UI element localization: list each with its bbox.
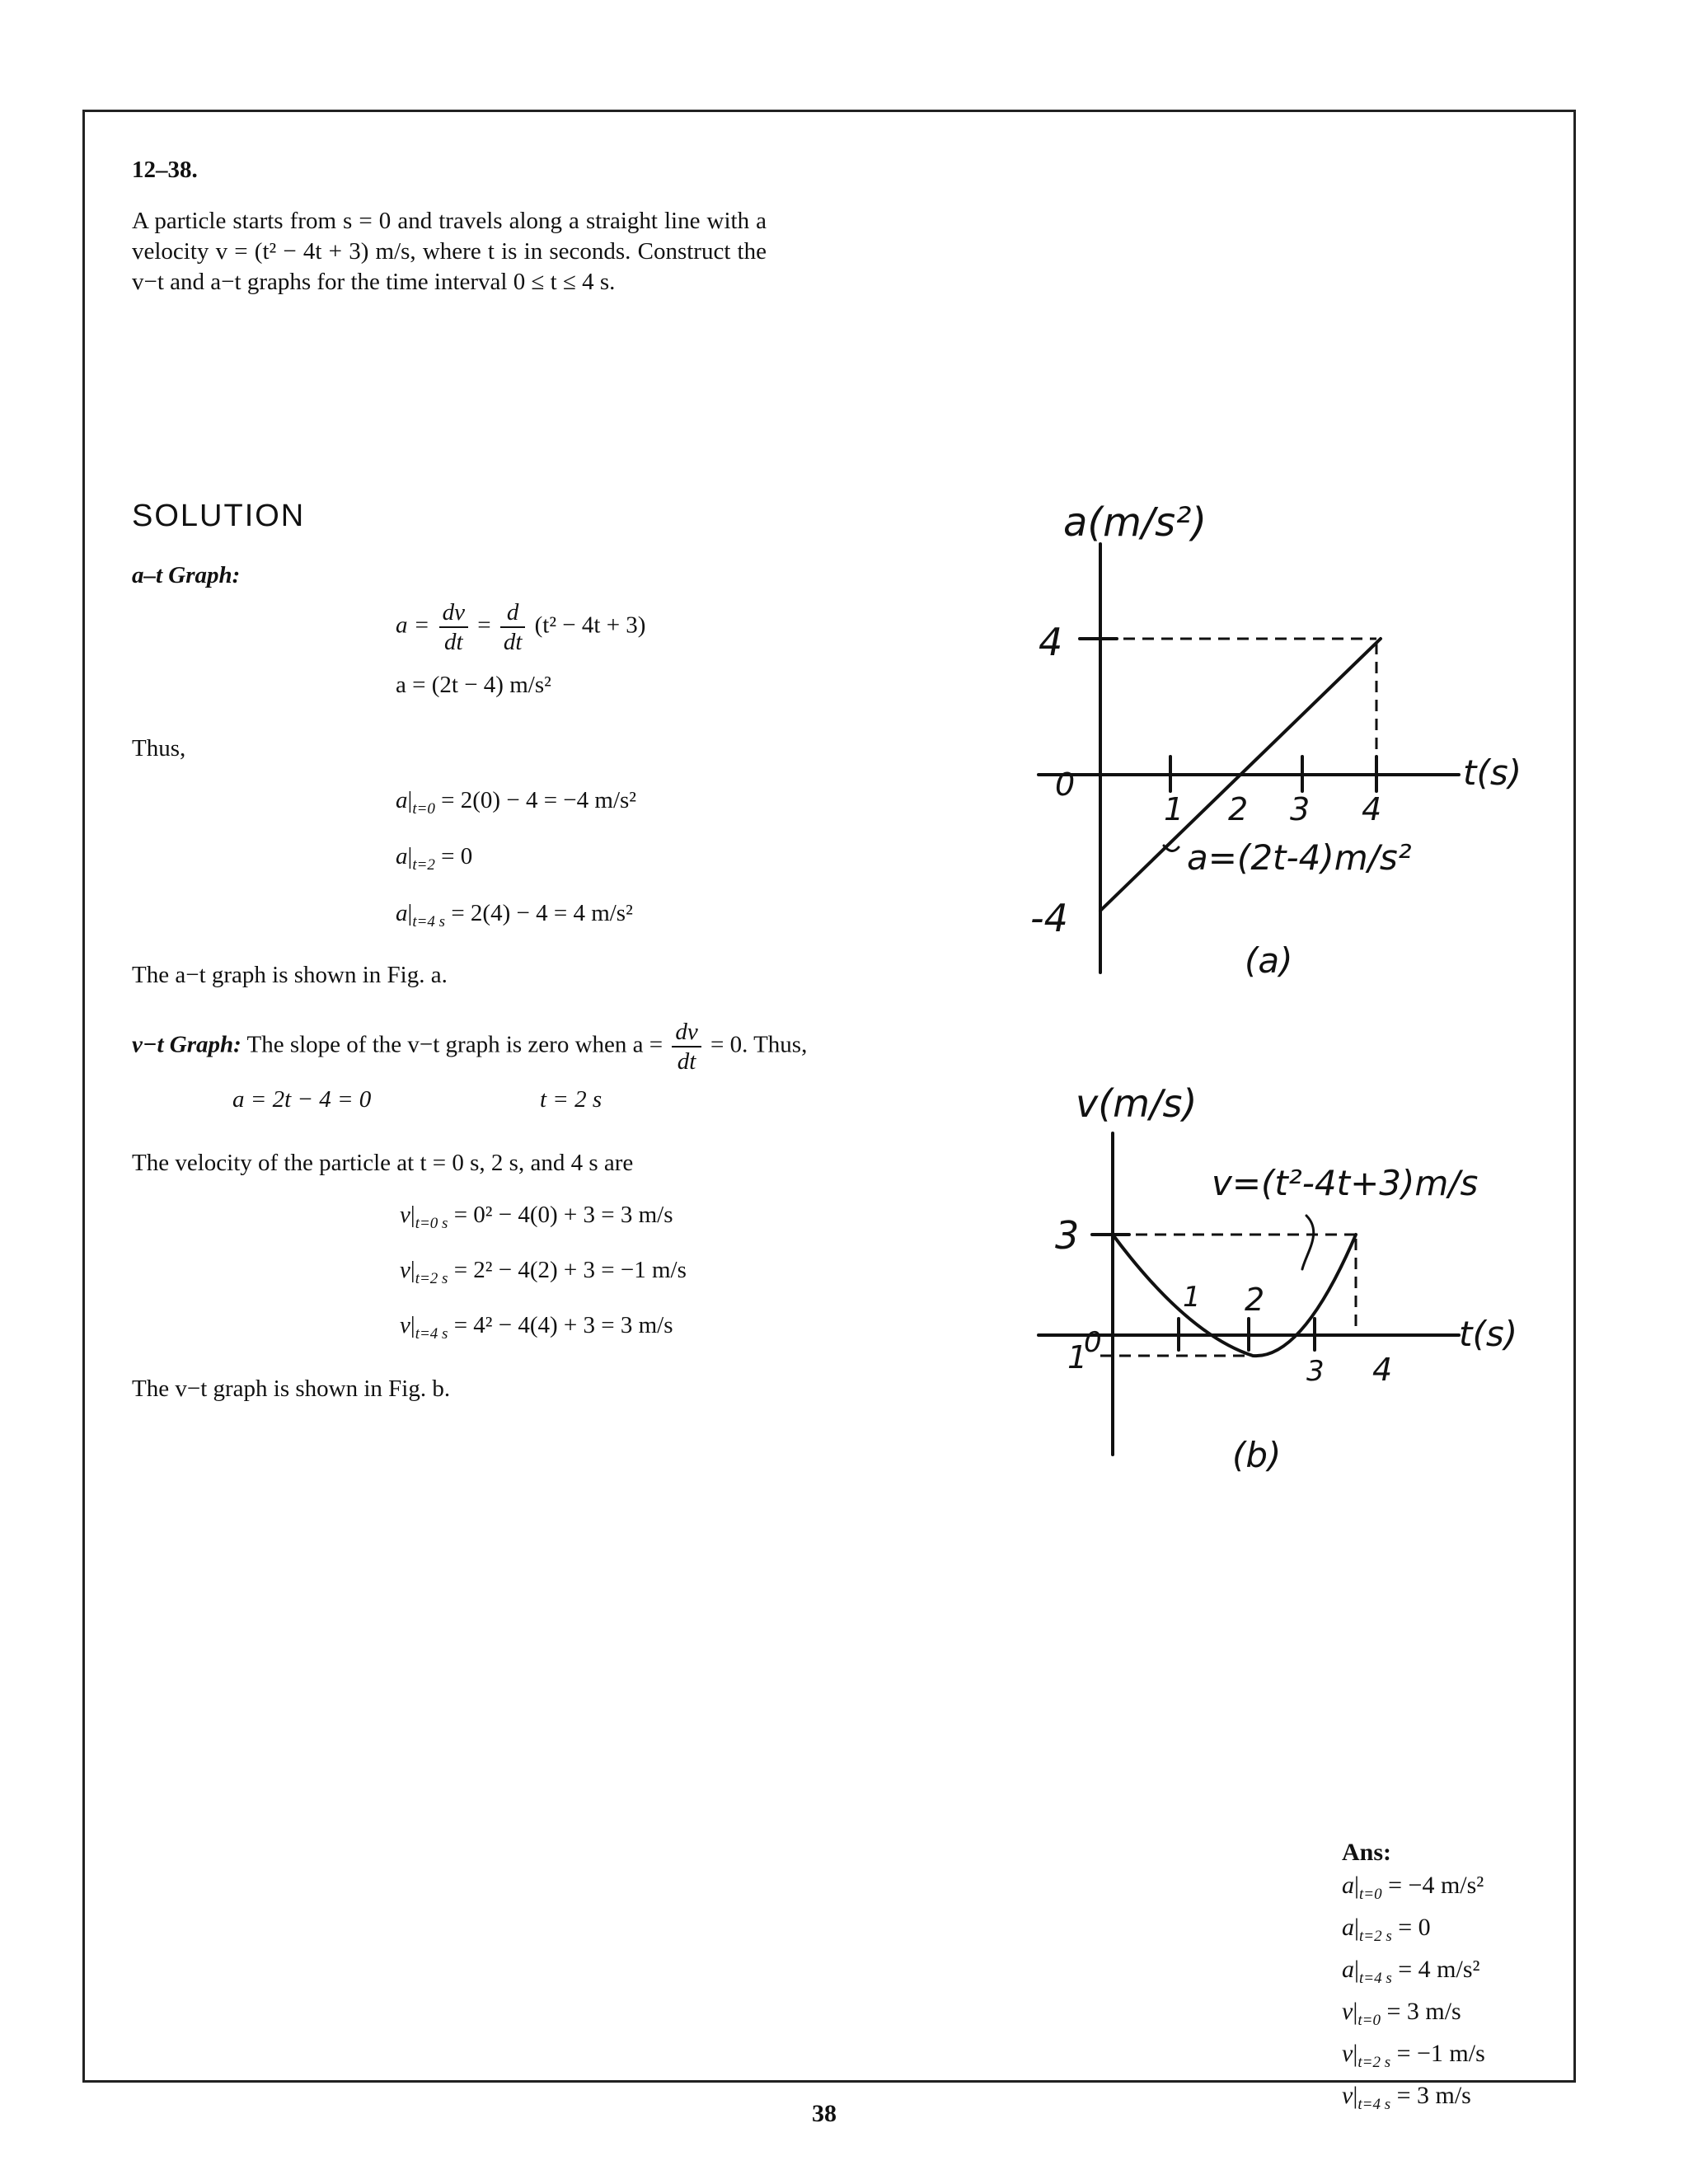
a-result-equation: a = (2t − 4) m/s² [396, 672, 551, 698]
v-t4-value: = 4² − 4(4) + 3 = 3 m/s [453, 1312, 673, 1338]
vt-graph-text: The slope of the v−t graph is zero when a = [246, 1031, 663, 1058]
a-x-tick-3: 3 [1290, 791, 1311, 827]
v-t4-subscript: t=4 s [415, 1325, 448, 1343]
a-curve-label: a=(2t-4)m/s² [1187, 837, 1412, 878]
vt-graph-paragraph [132, 1018, 807, 1076]
a-x-tick-1: 1 [1164, 791, 1184, 827]
v-x-tick-3: 3 [1306, 1355, 1325, 1388]
a-x-tick-4: 4 [1362, 791, 1382, 827]
figure-b-caption: (b) [1232, 1435, 1282, 1475]
answer-line: $v|_{t=2 s} = -1$ m/s [1342, 2040, 1485, 2071]
v-at-t4-equation: $v|_{t=4 s} = 4^2 - 4(4) + 3 = 3$ m/s [400, 1312, 673, 1343]
a-t0-subscript: t=0 [412, 800, 435, 818]
v-curve-label: v=(t²-4t+3)m/s [1212, 1163, 1479, 1203]
v-t0-value: = 0² − 4(0) + 3 = 3 m/s [453, 1202, 673, 1228]
dv-dt-fraction [439, 598, 468, 656]
answer-line: $a|_{t=0} = -4$ m/s² [1342, 1872, 1484, 1903]
answer-line: $v|_{t=4 s} = 3$ m/s [1342, 2082, 1471, 2113]
v-y-axis-label: v(m/s) [1076, 1081, 1198, 1126]
v-t2-subscript: t=2 s [415, 1270, 448, 1287]
a-at-t0-equation: $a|_{t=0} = 2(0) - 4 = -4$ m/s² [396, 787, 637, 818]
answer-block [1342, 1836, 1485, 2121]
a-at-t4-equation: $a|_{t=4 s} = 2(4) - 4 = 4$ m/s² [396, 900, 633, 930]
dt-denominator-2: dt [503, 629, 523, 655]
v-graph-note: The v−t graph is shown in Fig. b. [132, 1376, 451, 1402]
problem-number: 12–38. [132, 157, 198, 183]
a-definition-equation: a = $\frac{dv}{dt}$ = $\frac{d}{dt}$ (t² − 4t + 3) [396, 599, 646, 655]
a-graph-note: The a−t graph is shown in Fig. a. [132, 962, 448, 988]
problem-statement: A particle starts from s = 0 and travels along a straight line with a velocity v = (t² − 4t + 3) m/s, where t is in seconds. Construct the v−t and a−t graphs for the time interval 0 ≤ t ≤ 4 s. [132, 208, 767, 295]
a-y-tick-neg4: -4 [1030, 896, 1068, 940]
velocity-sentence: The velocity of the particle at t = 0 s, 2 s, and 4 s are [132, 1150, 634, 1176]
answer-line: $a|_{t=2 s} = 0$ [1342, 1914, 1431, 1945]
thus-text: Thus, [132, 735, 186, 762]
v-t0-subscript: t=0 s [415, 1215, 448, 1232]
a-t2-subscript: t=2 [412, 856, 435, 874]
a-origin-label: 0 [1055, 766, 1076, 803]
vt-graph-heading: v−t Graph: [132, 1031, 241, 1058]
v-at-t2-equation: $v|_{t=2 s} = 2^2 - 4(2) + 3 = -1$ m/s [400, 1257, 687, 1287]
a-t2-value: = 0 [441, 843, 473, 869]
a-def-lhs: a = [396, 612, 430, 639]
v-x-tick-4: 4 [1372, 1352, 1393, 1388]
at-graph-heading: a–t Graph: [132, 562, 241, 588]
vt-eq-left: a = 2t − 4 = 0 [232, 1086, 372, 1113]
v-origin-label: 0 [1084, 1326, 1102, 1359]
v-at-t0-equation: $v|_{t=0 s} = 0^2 - 4(0) + 3 = 3$ m/s [400, 1202, 673, 1232]
v-parabola-curve [1113, 1235, 1356, 1356]
answer-line: $v|_{t=0} = 3$ m/s [1342, 1998, 1461, 2029]
v-x-tick-1: 1 [1183, 1281, 1201, 1314]
page-number: 38 [812, 2100, 837, 2127]
v-x-tick-2: 2 [1245, 1282, 1265, 1318]
d-dt-fraction [500, 598, 526, 656]
dt-denominator: dt [443, 629, 463, 655]
dt-denominator-3: dt [677, 1048, 696, 1075]
vt-graph-text-end: = 0. Thus, [710, 1031, 808, 1058]
a-x-axis-label: t(s) [1463, 752, 1522, 793]
a-def-rhs: (t² − 4t + 3) [534, 612, 646, 639]
a-at-t2-equation: $a|_{t=2} = 0$ [396, 843, 473, 874]
figure-a-at-graph [1022, 494, 1566, 1005]
figure-b-vt-graph [1022, 1071, 1566, 1500]
v-t2-value: = 2² − 4(2) + 3 = −1 m/s [453, 1257, 687, 1283]
dv-numerator: dv [439, 598, 468, 628]
a-t4-value: = 2(4) − 4 = 4 m/s² [451, 900, 633, 926]
v-y-tick-1: 1 [1067, 1339, 1088, 1376]
figure-a-caption: (a) [1245, 940, 1293, 981]
dv-dt-fraction-2 [672, 1018, 701, 1076]
solution-heading: SOLUTION [132, 499, 306, 533]
answer-title: Ans: [1342, 1839, 1392, 1866]
vt-eq-right: t = 2 s [540, 1086, 603, 1113]
a-y-tick-4: 4 [1039, 620, 1063, 664]
a-t4-subscript: t=4 s [412, 913, 446, 930]
d-numerator: d [500, 598, 526, 628]
v-x-axis-label: t(s) [1459, 1314, 1518, 1354]
answer-line: $a|_{t=4 s} = 4$ m/s² [1342, 1956, 1480, 1987]
a-y-axis-label: a(m/s²) [1063, 499, 1207, 546]
dv-numerator-2: dv [672, 1018, 701, 1047]
a-x-tick-2: 2 [1228, 791, 1249, 827]
v-label-pointer [1302, 1216, 1314, 1269]
a-t0-value: = 2(0) − 4 = −4 m/s² [441, 787, 637, 813]
v-y-tick-3: 3 [1055, 1213, 1080, 1258]
